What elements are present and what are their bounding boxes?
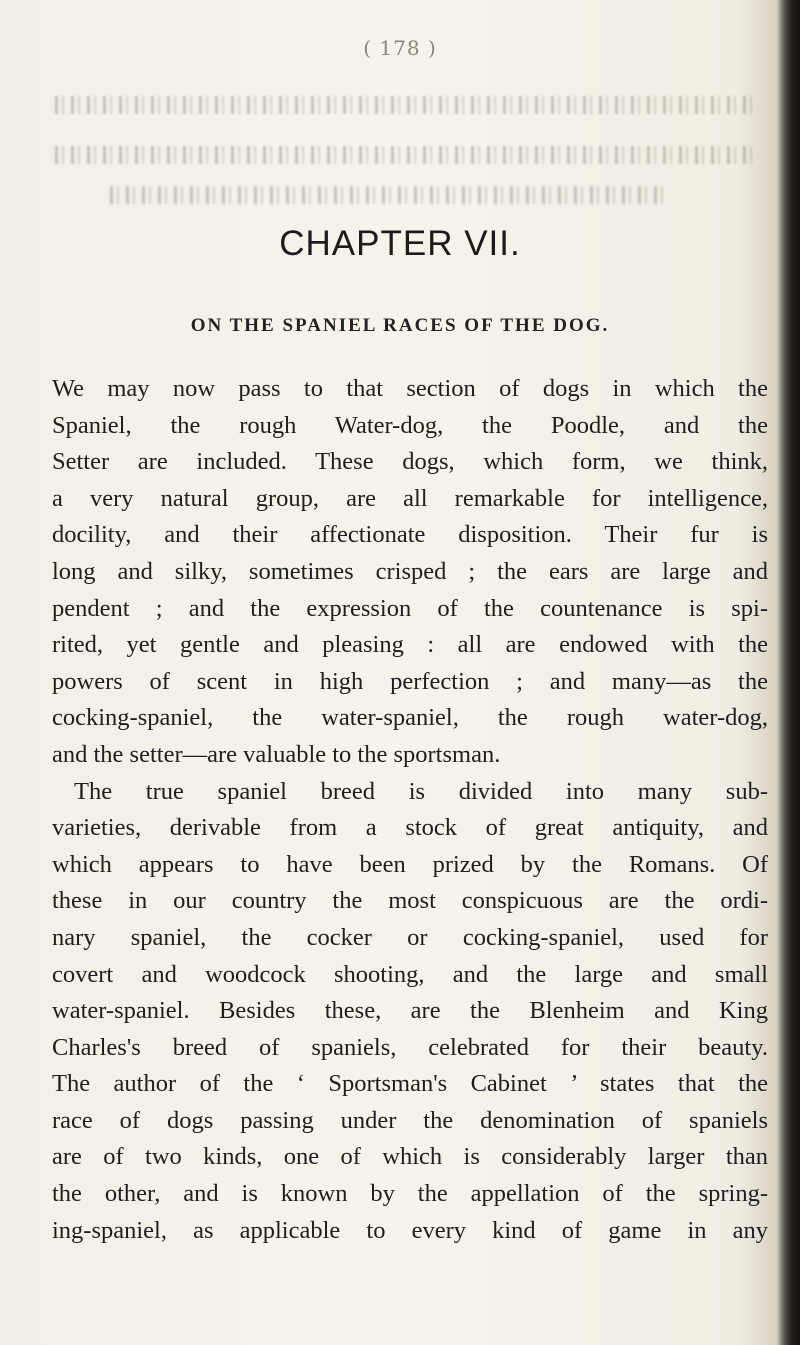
- text-line: covert and woodcock shooting, and the large and small: [52, 960, 768, 988]
- text-line: the other, and is known by the appellation of the spring-: [52, 1180, 768, 1208]
- page-number-header: ( 178 ): [363, 36, 437, 60]
- text-line: The true spaniel breed is divided into many sub-: [74, 777, 768, 805]
- text-line: cocking-spaniel, the water-spaniel, the rough water-dog,: [52, 704, 768, 732]
- text-line: Spaniel, the rough Water-dog, the Poodle, and the: [52, 411, 768, 439]
- text-line: varieties, derivable from a stock of great antiquity, and: [52, 814, 768, 842]
- text-line: We may now pass to that section of dogs in which the: [52, 375, 768, 402]
- section-title: ON THE SPANIEL RACES OF THE DOG.: [190, 315, 610, 336]
- show-through-text: [55, 146, 755, 164]
- show-through-text: [110, 186, 670, 204]
- text-line: are of two kinds, one of which is considerably larger than: [52, 1143, 768, 1171]
- text-line: rited, yet gentle and pleasing : all are endowed with the: [52, 631, 768, 659]
- text-line: ing-spaniel, as applicable to every kind of game in any: [52, 1216, 768, 1244]
- text-line: long and silky, sometimes crisped ; the ears are large and: [52, 557, 768, 585]
- text-line: these in our country the most conspicuous are the ordi-: [52, 887, 768, 915]
- text-line: Charles's breed of spaniels, celebrated for their beauty.: [52, 1033, 768, 1061]
- text-line: The author of the ‘ Sportsman's Cabinet ’ states that the: [52, 1070, 768, 1098]
- chapter-title: CHAPTER VII.: [279, 224, 521, 263]
- text-line: docility, and their affectionate disposition. Their fur is: [52, 521, 768, 549]
- body-text: [52, 371, 768, 1249]
- text-line: powers of scent in high perfection ; and many—as the: [52, 667, 768, 695]
- text-line: which appears to have been prized by the Romans. Of: [52, 850, 768, 878]
- text-line: and the setter—are valuable to the sportsman.: [52, 740, 501, 768]
- text-line: race of dogs passing under the denomination of spaniels: [52, 1106, 768, 1134]
- text-line: water-spaniel. Besides these, are the Blenheim and King: [52, 997, 768, 1025]
- show-through-text: [55, 96, 755, 114]
- text-line: nary spaniel, the cocker or cocking-spaniel, used for: [52, 923, 768, 951]
- text-line: Setter are included. These dogs, which form, we think,: [52, 448, 768, 476]
- text-line: pendent ; and the expression of the countenance is spi-: [52, 594, 768, 622]
- page-binding-edge: [778, 0, 800, 1345]
- text-line: a very natural group, are all remarkable for intelligence,: [52, 484, 768, 512]
